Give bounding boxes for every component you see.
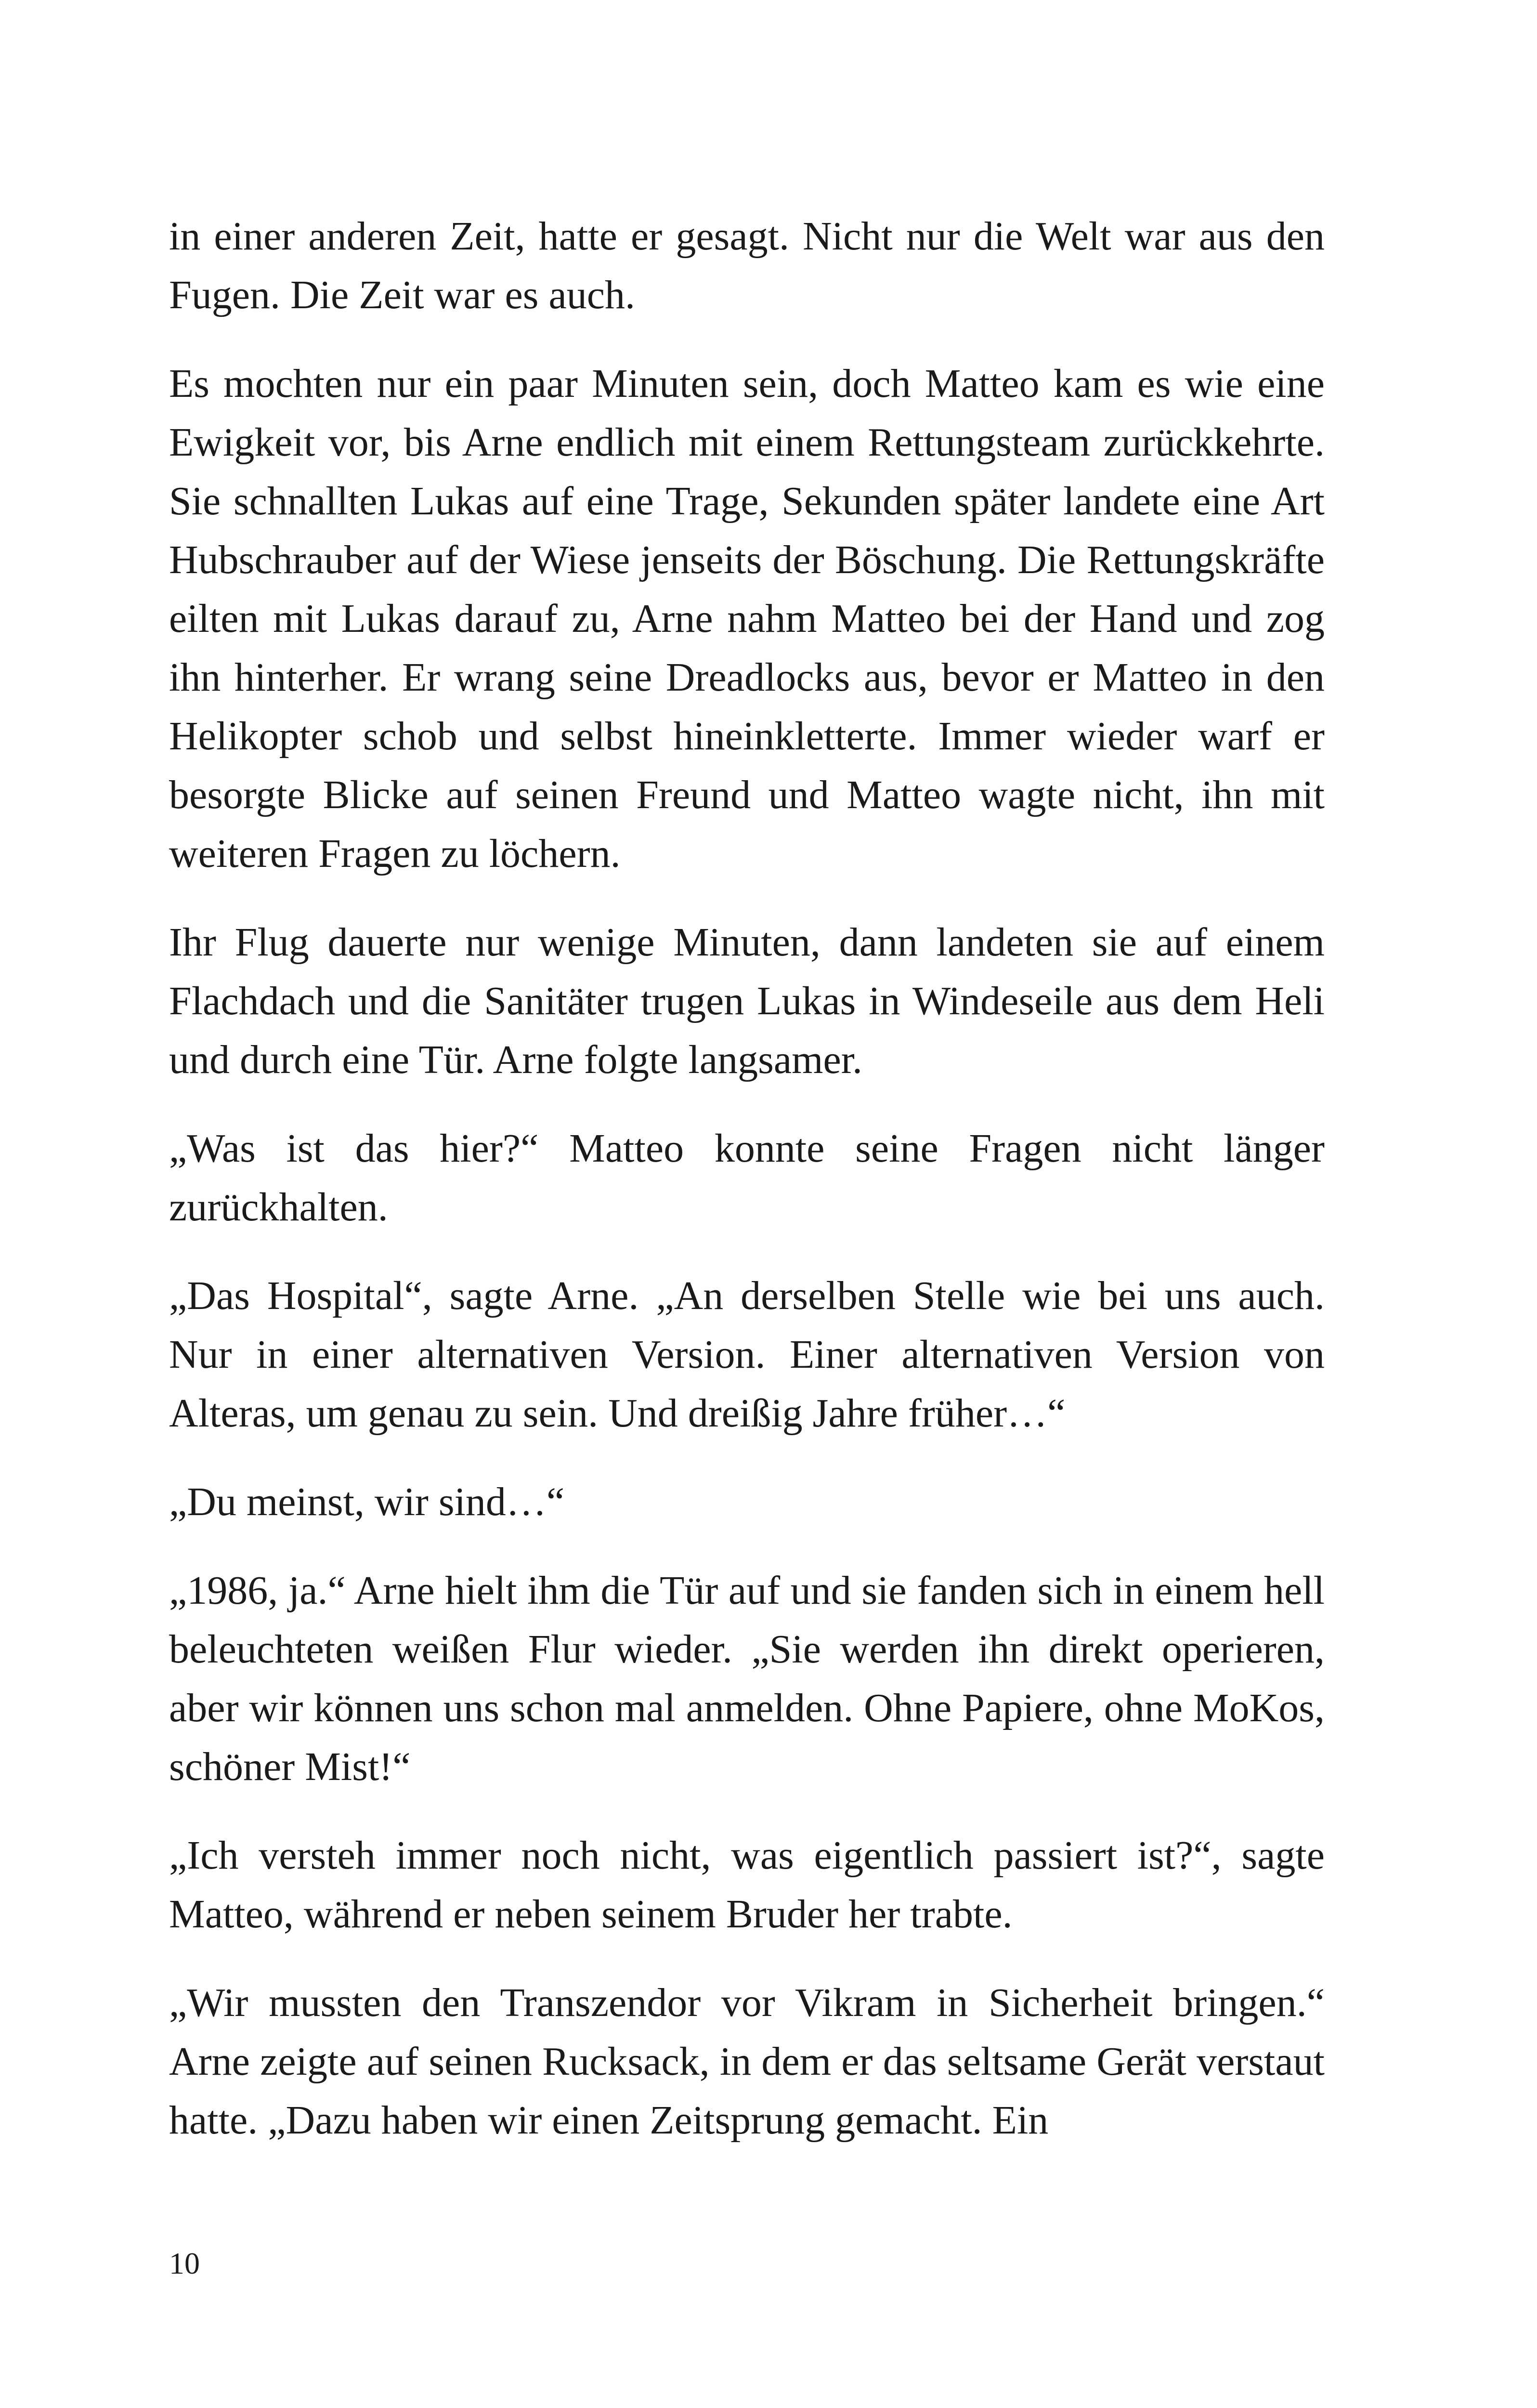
- page-number: 10: [169, 2246, 200, 2280]
- paragraph: in einer anderen Zeit, hatte er gesagt. Nicht nur die Welt war aus den Fugen. Die Zeit war es auch.: [169, 214, 1325, 317]
- paragraph: „Was ist das hier?“ Matteo konnte seine Fragen nicht länger zurückhalten.: [169, 1126, 1325, 1230]
- paragraph: „Das Hospital“, sagte Arne. „An derselben Stelle wie bei uns auch. Nur in einer alternativen Version. Einer alternativen Version von Alteras, um genau zu sein. Und dreißig Jahre früher…“: [169, 1273, 1325, 1436]
- body-text: [169, 207, 1325, 2180]
- paragraph: „Wir mussten den Transzendor vor Vikram in Sicherheit bringen.“ Arne zeigte auf seinen Rucksack, in dem er das seltsame Gerät verstaut hatte. „Dazu haben wir einen Zeitsprung gemacht. Ein: [169, 1980, 1325, 2143]
- paragraph: „Du meinst, wir sind…“: [169, 1479, 565, 1524]
- paragraph: Ihr Flug dauerte nur wenige Minuten, dann landeten sie auf einem Flachdach und die Sanitäter trugen Lukas in Windeseile aus dem Heli und durch eine Tür. Arne folgte langsamer.: [169, 920, 1325, 1082]
- paragraph: „1986, ja.“ Arne hielt ihm die Tür auf und sie fanden sich in einem hell beleuchteten weißen Flur wieder. „Sie werden ihn direkt operieren, aber wir können uns schon mal anmelden. Ohne Papiere, ohne MoKos, schöner Mist!“: [169, 1568, 1325, 1789]
- paragraph: Es mochten nur ein paar Minuten sein, doch Matteo kam es wie eine Ewigkeit vor, bis Arne endlich mit einem Rettungsteam zurückkehrte. Sie schnallten Lukas auf eine Trage, Sekunden später landete eine Art Hubschrauber auf der Wiese jenseits der Böschung. Die Rettungskräfte eilten mit Lukas darauf zu, Arne nahm Matteo bei der Hand und zog ihn hinterher. Er wrang seine Dreadlocks aus, bevor er Matteo in den Helikopter schob und selbst hineinkletterte. Immer wieder warf er besorgte Blicke auf seinen Freund und Matteo wagte nicht, ihn mit weiteren Fragen zu löchern.: [169, 361, 1325, 876]
- paragraph: „Ich versteh immer noch nicht, was eigentlich passiert ist?“, sagte Matteo, während er neben seinem Bruder her trabte.: [169, 1833, 1325, 1937]
